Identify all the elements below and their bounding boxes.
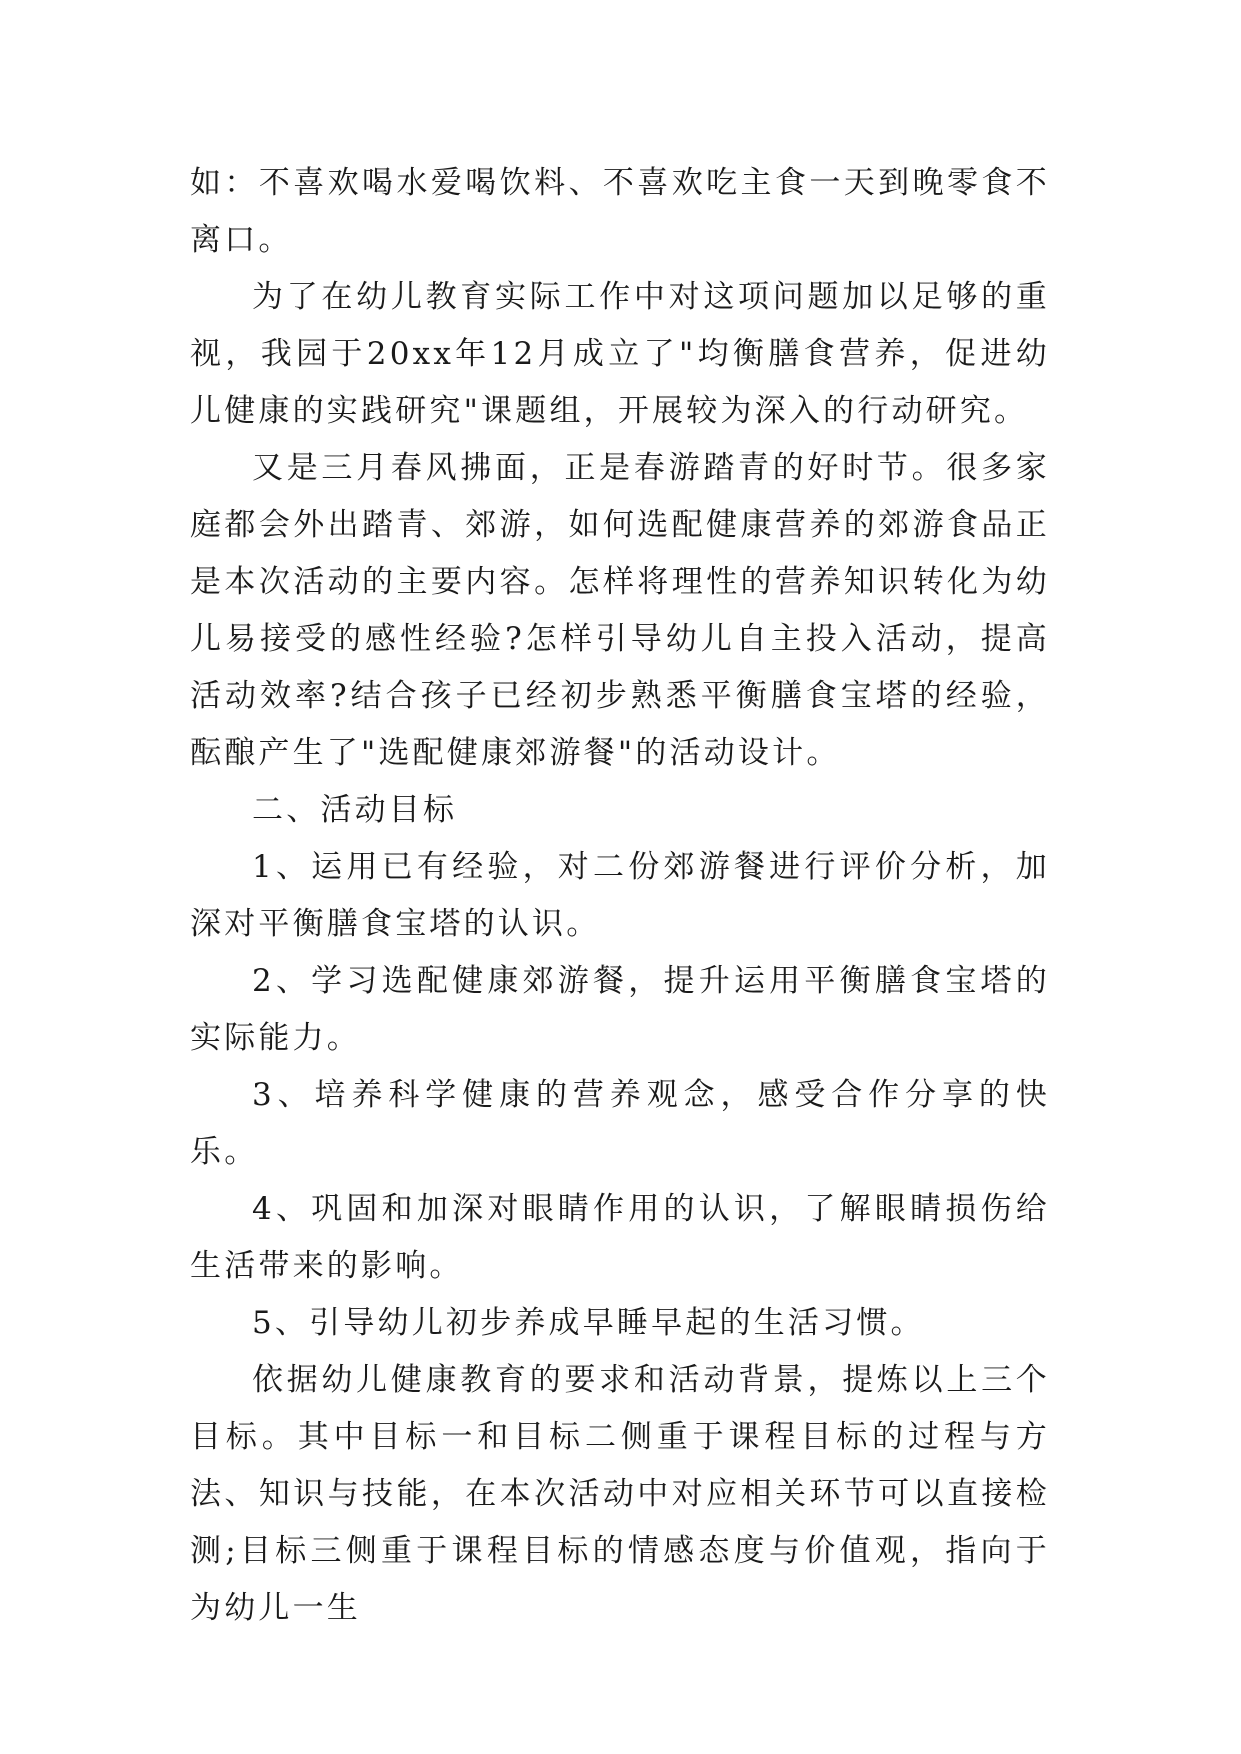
paragraph-3: 又是三月春风拂面，正是春游踏青的好时节。很多家庭都会外出踏青、郊游，如何选配健康营养的郊游食品正是本次活动的主要内容。怎样将理性的营养知识转化为幼儿易接受的感性经验?怎样引导幼儿自主投入活动，提高活动效率?结合孩子已经初步熟悉平衡膳食宝塔的经验，酝酿产生了"选配健康郊游餐"的活动设计。 — [190, 450, 1050, 771]
document-body — [190, 155, 1050, 1637]
section-heading-activity-goals: 二、活动目标 — [252, 792, 458, 828]
goal-item-3: 3、培养科学健康的营养观念，感受合作分享的快乐。 — [190, 1077, 1050, 1170]
goal-item-5: 5、引导幼儿初步养成早睡早起的生活习惯。 — [252, 1305, 925, 1341]
goal-item-4: 4、巩固和加深对眼睛作用的认识，了解眼睛损伤给生活带来的影响。 — [190, 1191, 1050, 1284]
goal-item-1: 1、运用已有经验，对二份郊游餐进行评价分析，加深对平衡膳食宝塔的认识。 — [190, 849, 1050, 942]
goal-item-2: 2、学习选配健康郊游餐，提升运用平衡膳食宝塔的实际能力。 — [190, 963, 1050, 1056]
paragraph-1: 如：不喜欢喝水爱喝饮料、不喜欢吃主食一天到晚零食不离口。 — [190, 165, 1050, 258]
paragraph-goals-rationale: 依据幼儿健康教育的要求和活动背景，提炼以上三个目标。其中目标一和目标二侧重于课程目标的过程与方法、知识与技能，在本次活动中对应相关环节可以直接检测;目标三侧重于课程目标的情感态度与价值观，指向于为幼儿一生 — [190, 1362, 1050, 1626]
paragraph-2: 为了在幼儿教育实际工作中对这项问题加以足够的重视，我园于20xx年12月成立了"均衡膳食营养，促进幼儿健康的实践研究"课题组，开展较为深入的行动研究。 — [190, 279, 1050, 429]
